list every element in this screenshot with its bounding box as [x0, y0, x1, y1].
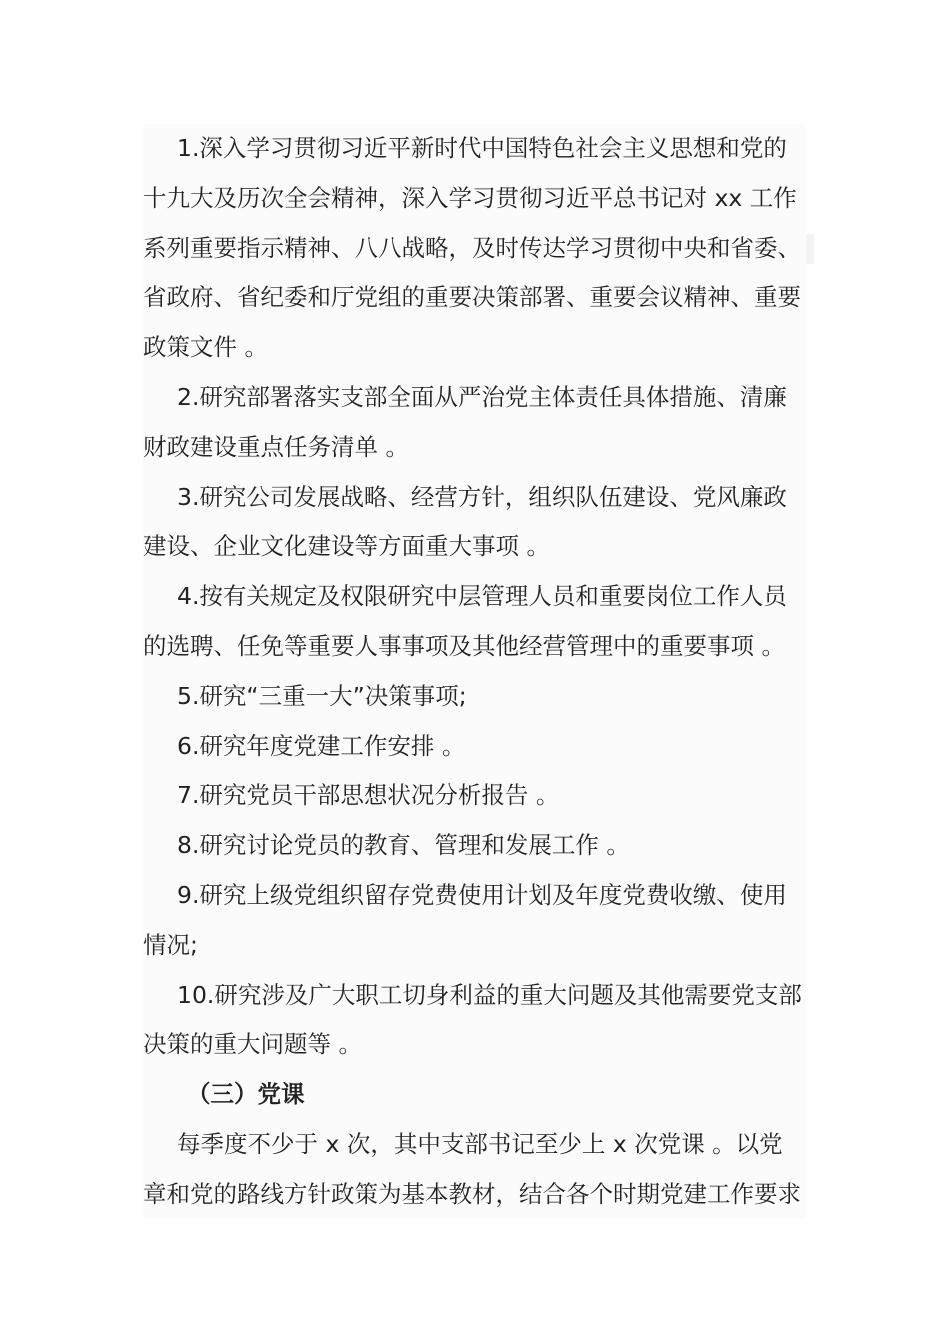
paragraph-item-7: 7.研究党员干部思想状况分析报告 。	[177, 781, 560, 810]
paragraph-item-3: 3.研究公司发展战略、经营方针，组织队伍建设、党风廉政建设、企业文化建设等方面重大事项 。	[143, 482, 787, 561]
paragraph-item-5: 5.研究“三重一大”决策事项;	[177, 681, 467, 710]
paragraph-item-1: 1.深入学习贯彻习近平新时代中国特色社会主义思想和党的十九大及历次全会精神，深入学习贯彻习近平总书记对 xx 工作系列重要指示精神、八八战略，及时传达学习贯彻中央和省委、省政府、省纪委和厅党组的重要决策部署、重要会议精神、重要政策文件 。	[143, 134, 801, 362]
paragraph-item-4: 4.按有关规定及权限研究中层管理人员和重要岗位工作人员的选聘、任免等重要人事事项及其他经营管理中的重要事项 。	[143, 582, 787, 660]
paragraph-item-8: 8.研究讨论党员的教育、管理和发展工作 。	[177, 831, 630, 860]
paragraph-item-9: 9.研究上级党组织留存党费使用计划及年度党费收缴、使用情况;	[143, 880, 787, 959]
section-heading: （三）党课	[187, 1080, 305, 1109]
paragraph-item-10: 10.研究涉及广大职工切身利益的重大问题及其他需要党支部决策的重大问题等 。	[143, 980, 802, 1059]
section-paragraph: 每季度不少于 x 次，其中支部书记至少上 x 次党课 。以党章和党的路线方针政策为基本教材，结合各个时期党建工作要求	[143, 1129, 801, 1208]
document-body	[143, 124, 806, 1219]
page-edge-mark	[806, 234, 814, 264]
paragraph-item-2: 2.研究部署落实支部全面从严治党主体责任具体措施、清廉财政建设重点任务清单 。	[143, 382, 787, 461]
paragraph-item-6: 6.研究年度党建工作安排 。	[177, 731, 466, 760]
